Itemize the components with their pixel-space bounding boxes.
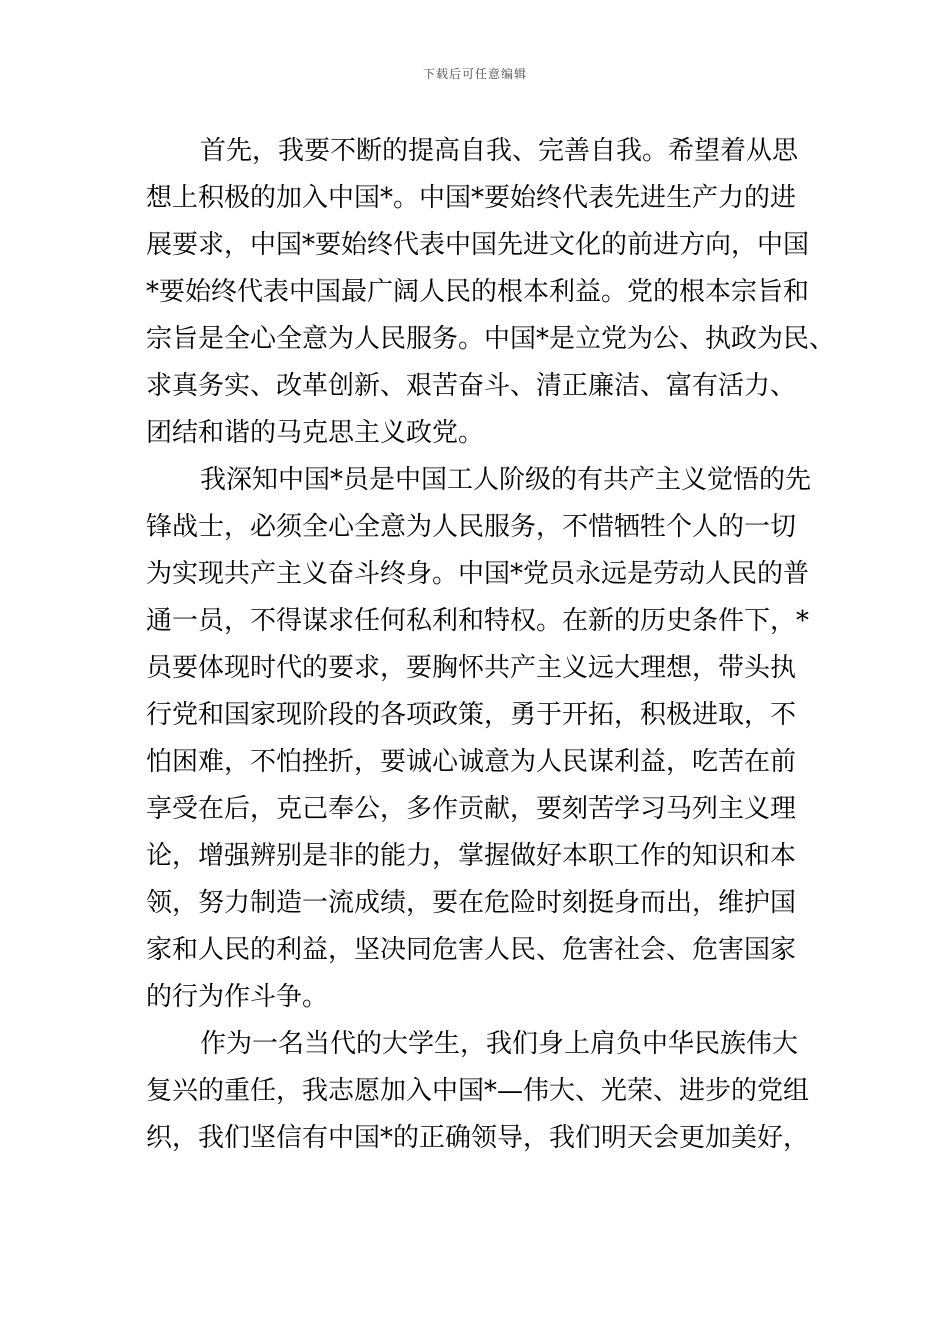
page-header: 下载后可任意编辑 [422,67,527,81]
text-line: 享受在后，克己奉公，多作贡献，要刻苦学习马列主义理 [146,794,797,824]
text-line: 首先，我要不断的提高自我、完善自我。希望着从思 [200,136,799,166]
text-line: 锋战士，必须全心全意为人民服务，不惜牺牲个人的一切 [146,512,797,542]
text-line: 展要求，中国*要始终代表中国先进文化的前进方向，中国 [146,230,810,260]
text-line: 行党和国家现阶段的各项政策，勇于开拓，积极进取，不 [146,700,797,730]
text-line: 织，我们坚信有中国*的正确领导，我们明天会更加美好， [146,1123,810,1153]
text-line: 我深知中国*员是中国工人阶级的有共产主义觉悟的先 [200,465,812,495]
text-line: 怕困难，不怕挫折，要诚心诚意为人民谋利益，吃苦在前 [146,747,797,777]
text-line: 宗旨是全心全意为人民服务。中国*是立党为公、执政为民、 [146,324,836,354]
text-line: *要始终代表中国最广阔人民的根本利益。党的根本宗旨和 [146,277,810,307]
text-line: 家和人民的利益，坚决同危害人民、危害社会、危害国家 [146,935,797,965]
text-line: 论，增强辨别是非的能力，掌握做好本职工作的知识和本 [146,841,797,871]
text-line: 的行为作斗争。 [146,982,329,1012]
text-line: 为实现共产主义奋斗终身。中国*党员永远是劳动人民的普 [146,559,810,589]
text-line: 想上积极的加入中国*。中国*要始终代表先进生产力的进 [146,183,797,213]
text-line: 通一员，不得谋求任何私利和特权。在新的历史条件下，* [146,606,810,636]
text-line: 团结和谐的马克思主义政党。 [146,418,485,448]
text-line: 复兴的重任，我志愿加入中国*—伟大、光荣、进步的党组 [146,1076,810,1106]
text-line: 作为一名当代的大学生，我们身上肩负中华民族伟大 [200,1029,799,1059]
document-body [146,128,836,1162]
text-line: 求真务实、改革创新、艰苦奋斗、清正廉洁、富有活力、 [146,371,797,401]
text-line: 领，努力制造一流成绩，要在危险时刻挺身而出，维护国 [146,888,797,918]
text-line: 员要体现时代的要求，要胸怀共产主义远大理想，带头执 [146,653,797,683]
